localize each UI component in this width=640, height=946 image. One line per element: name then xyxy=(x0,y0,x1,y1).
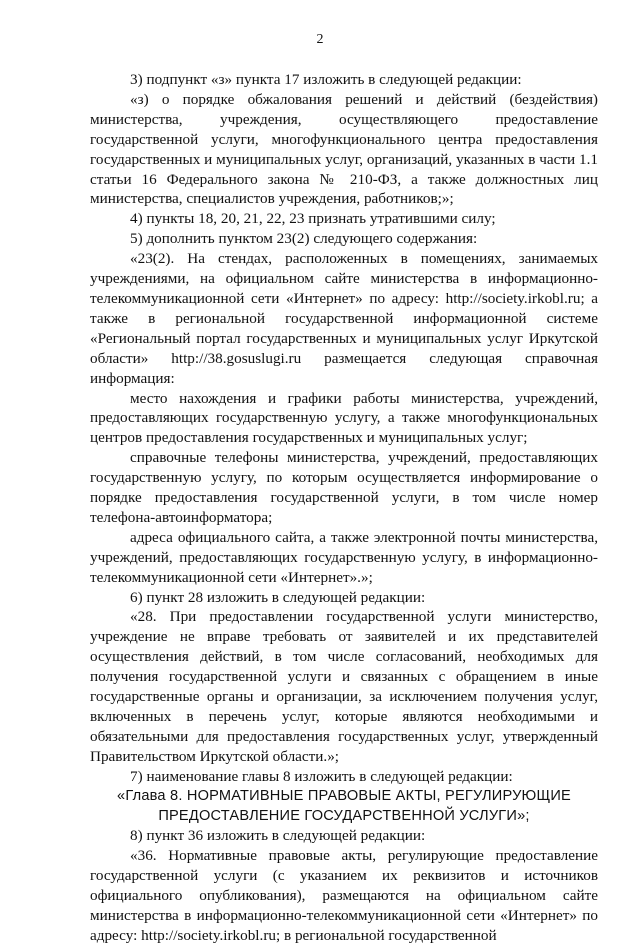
paragraph-phones: справочные телефоны министерства, учреждений, предоставляющих государственную услугу, по которым осуществляется информирование о порядке предоставления государственной услуги, в том числе номер телефона-автоинформатора; xyxy=(90,449,598,526)
paragraph-quote-28: «28. При предоставлении государственной услуги министерство, учреждение не вправе требовать от заявителей и их представителей осуществления действий, в том числе согласований, необходимых для получения государственной услуги и связанных с обращением в иные государственные органы и организации, за исключением получения услуг, включенных в перечень услуг, которые являются необходимыми и обязательными для предоставления государственных услуг, утвержденный Правительством Иркутской области.»; xyxy=(90,608,598,765)
paragraph-quote-36: «36. Нормативные правовые акты, регулирующие предоставление государственной услуги (с указанием их реквизитов и источников официального опубликования), размещаются на официальном сайте министерства в информационно-телекоммуникационной сети «Интернет» по адресу: http://society.irkobl.ru; в региональной государственной xyxy=(90,847,598,944)
paragraph-item-8: 8) пункт 36 изложить в следующей редакции: xyxy=(130,827,426,845)
paragraph-quote-z: «з) о порядке обжалования решений и действий (бездействия) министерства, учреждения, осуществляющего предоставление государственной услуги, многофункционального центра предоставления государственных и муниципальных услуг, организаций, указанных в части 1.1 статьи 16 Федерального закона № 210-ФЗ, а также должностных лиц министерства, специалистов учреждения, работников;»; xyxy=(90,90,598,208)
paragraph-item-3: 3) подпункт «з» пункта 17 изложить в следующей редакции: xyxy=(130,71,522,88)
chapter-heading xyxy=(90,787,598,827)
paragraph-location: место нахождения и графики работы министерства, учреждений, предоставляющих государственную услугу, а также многофункциональных центров предоставления государственных и муниципальных услуг; xyxy=(90,389,598,447)
paragraph-quote-23-2: «23(2). На стендах, расположенных в помещениях, занимаемых учреждениями, на официальном сайте министерства в информационно-телекоммуникационной сети «Интернет» по адресу: http://society.irkobl.ru; а также в региональной государственной информационной системе «Региональный портал государственных и муниципальных услуг Иркутской области» http://38.gosuslugi.ru размещается следующая справочная информация: xyxy=(90,250,598,387)
paragraph-item-6: 6) пункт 28 изложить в следующей редакции: xyxy=(130,588,426,606)
paragraph-addresses: адреса официального сайта, а также электронной почты министерства, учреждений, предоставляющих государственную услугу, в информационно-телекоммуникационной сети «Интернет».»; xyxy=(90,528,598,586)
chapter-heading-line-1: «Глава 8. НОРМАТИВНЫЕ ПРАВОВЫЕ АКТЫ, РЕГУЛИРУЮЩИЕ xyxy=(117,787,571,804)
page-number: 2 xyxy=(316,32,324,47)
paragraph-item-5: 5) дополнить пунктом 23(2) следующего содержания: xyxy=(130,230,478,248)
chapter-heading-line-2: ПРЕДОСТАВЛЕНИЕ ГОСУДАРСТВЕННОЙ УСЛУГИ»; xyxy=(158,807,530,824)
document-body xyxy=(90,70,598,946)
paragraph-item-4: 4) пункты 18, 20, 21, 22, 23 признать утратившими силу; xyxy=(130,210,496,228)
paragraph-item-7: 7) наименование главы 8 изложить в следующей редакции: xyxy=(130,767,513,785)
